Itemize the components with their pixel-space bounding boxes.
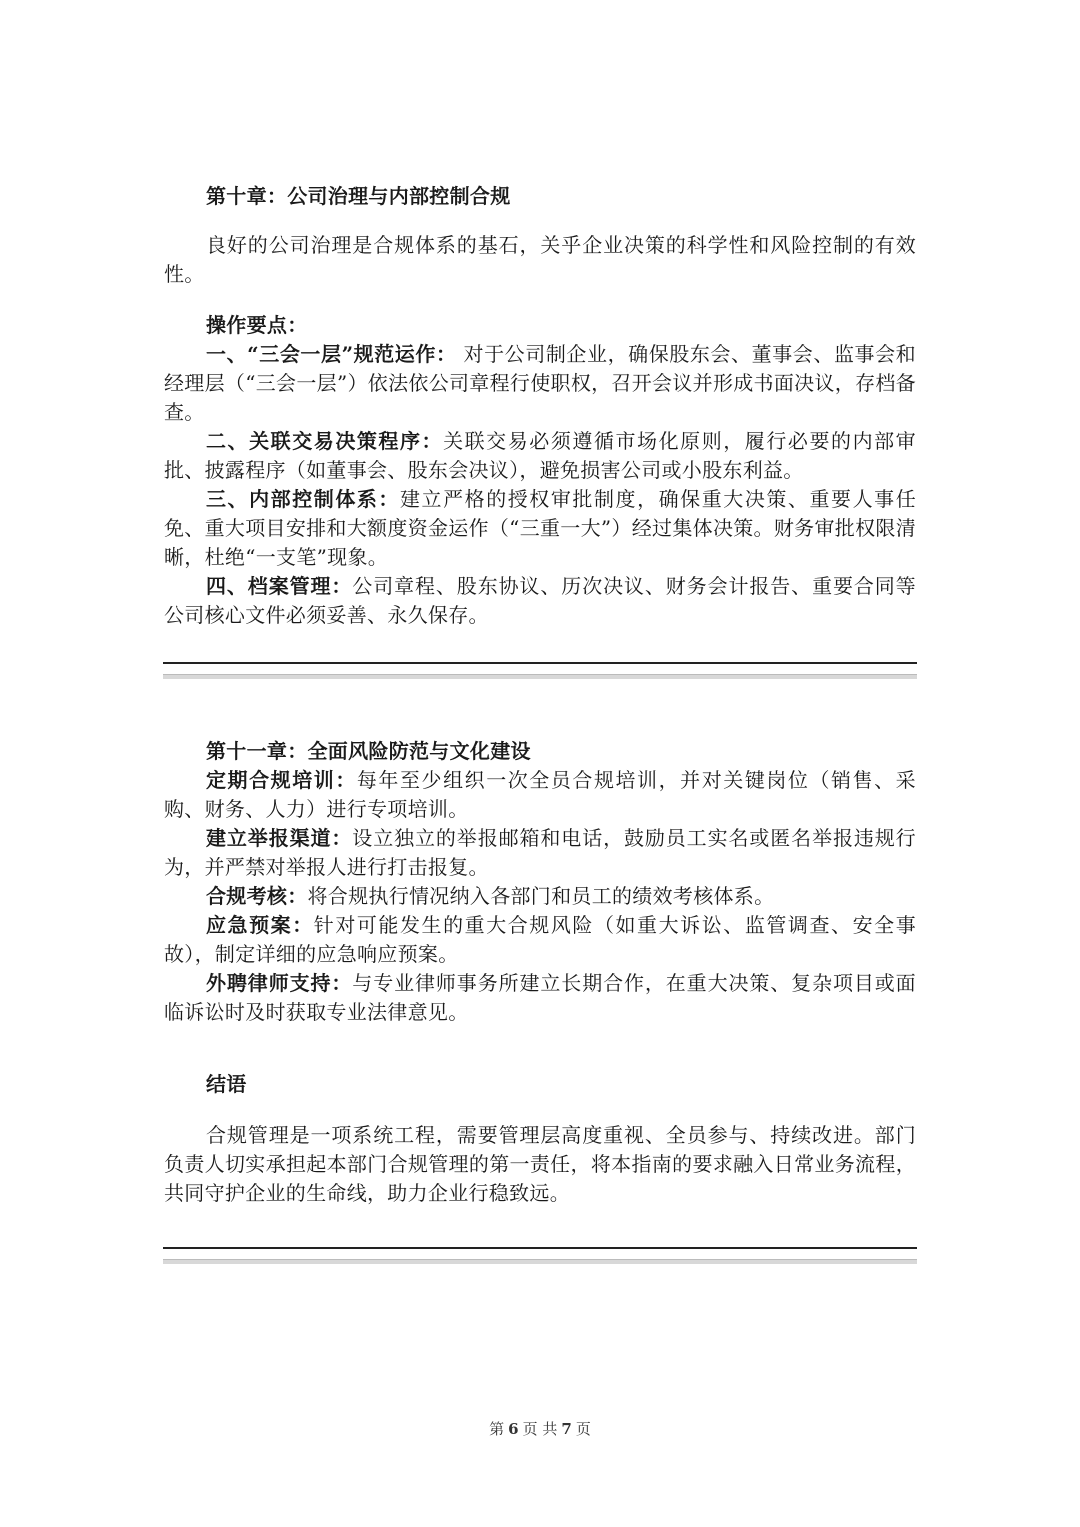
- chapter-10-points: [164, 311, 916, 630]
- point-item: 二、关联交易决策程序：关联交易必须遵循市场化原则，履行必要的内部审批、披露程序（如董事会、股东会决议），避免损害公司或小股东利益。: [164, 429, 916, 482]
- chapter-10-intro-block: [164, 231, 916, 289]
- total-page-number: 7: [561, 1420, 572, 1438]
- risk-item: 定期合规培训：每年至少组织一次全员合规培训，并对关键岗位（销售、采购、财务、人力）进行专项培训。: [164, 768, 916, 821]
- chapter-11-title: 第十一章：全面风险防范与文化建设: [206, 739, 531, 763]
- point-item: 一、“三会一层”规范运作： 对于公司制企业，确保股东会、董事会、监事会和经理层（“三会一层”）依法依公司章程行使职权，召开会议并形成书面决议，存档备查。: [164, 342, 916, 424]
- risk-item: 建立举报渠道：设立独立的举报邮箱和电话，鼓励员工实名或匿名举报违规行为，并严禁对举报人进行打击报复。: [164, 826, 916, 879]
- section-separator: [163, 662, 917, 679]
- page-footer: 第 6 页 共 7 页: [489, 1420, 591, 1438]
- conclusion-title: 结语: [206, 1072, 247, 1096]
- risk-item: 合规考核：将合规执行情况纳入各部门和员工的绩效考核体系。: [206, 884, 775, 908]
- conclusion-text: 合规管理是一项系统工程，需要管理层高度重视、全员参与、持续改进。部门负责人切实承担起本部门合规管理的第一责任，将本指南的要求融入日常业务流程，共同守护企业的生命线，助力企业行稳致远。: [164, 1123, 916, 1205]
- conclusion-title-block: [164, 1070, 916, 1099]
- risk-item: 应急预案：针对可能发生的重大合规风险（如重大诉讼、监管调查、安全事故），制定详细的应急响应预案。: [164, 913, 916, 966]
- point-item: 三、内部控制体系：建立严格的授权审批制度，确保重大决策、重要人事任免、重大项目安排和大额度资金运作（“三重一大”）经过集体决策。财务审批权限清晰，杜绝“一支笔”现象。: [164, 487, 917, 569]
- conclusion-body: [164, 1121, 916, 1208]
- chapter-10-title: 第十章：公司治理与内部控制合规: [206, 184, 511, 208]
- risk-item: 外聘律师支持：与专业律师事务所建立长期合作，在重大决策、复杂项目或面临诉讼时及时获取专业法律意见。: [164, 971, 916, 1024]
- section-separator: [163, 1247, 917, 1264]
- chapter-11: [164, 737, 916, 1027]
- chapter-10-title-block: [164, 182, 916, 211]
- points-heading: 操作要点：: [206, 313, 308, 337]
- current-page-number: 6: [508, 1420, 519, 1438]
- chapter-10-intro: 良好的公司治理是合规体系的基石，关乎企业决策的科学性和风险控制的有效性。: [164, 233, 916, 286]
- point-item: 四、档案管理：公司章程、股东协议、历次决议、财务会计报告、重要合同等公司核心文件必须妥善、永久保存。: [164, 574, 916, 627]
